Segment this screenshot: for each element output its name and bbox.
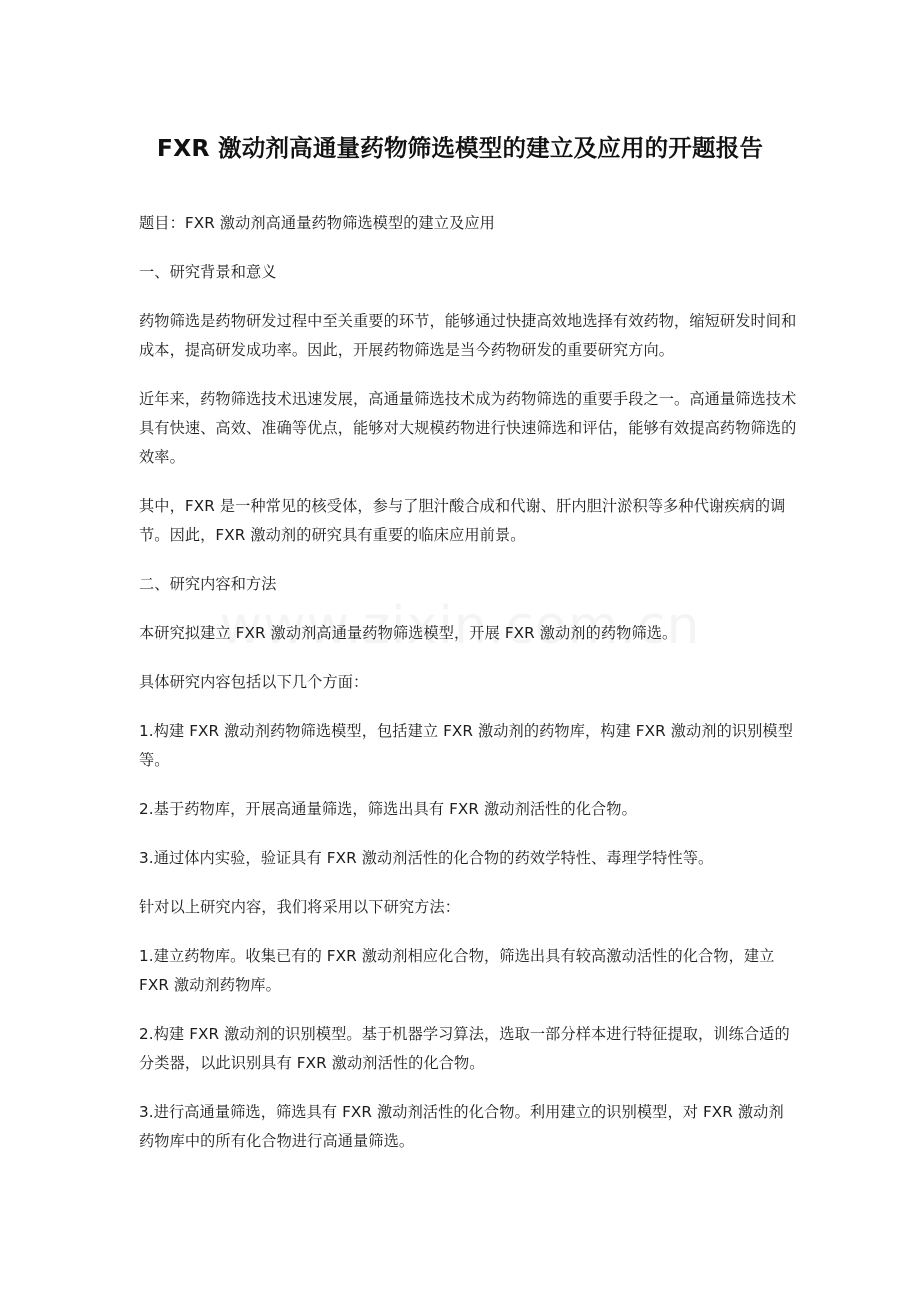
paragraph: 本研究拟建立 FXR 激动剂高通量药物筛选模型，开展 FXR 激动剂的药物筛选。	[139, 624, 678, 642]
list-item: 2.基于药物库，开展高通量筛选，筛选出具有 FXR 激动剂活性的化合物。	[139, 800, 637, 818]
paragraph: 其中，FXR 是一种常见的核受体，参与了胆汁酸合成和代谢、肝内胆汁淤积等多种代谢疾病的调节。因此，FXR 激动剂的研究具有重要的临床应用前景。	[139, 497, 786, 544]
paragraph: 具体研究内容包括以下几个方面：	[139, 673, 369, 691]
list-item: 2.构建 FXR 激动剂的识别模型。基于机器学习算法，选取一部分样本进行特征提取，训练合适的分类器，以此识别具有 FXR 激动剂活性的化合物。	[139, 1025, 790, 1072]
list-item: 3.通过体内实验，验证具有 FXR 激动剂活性的化合物的药效学特性、毒理学特性等。	[139, 849, 714, 867]
section-heading-content-methods: 二、研究内容和方法	[139, 575, 277, 593]
paragraph: 针对以上研究内容，我们将采用以下研究方法：	[139, 898, 461, 916]
section-heading-background: 一、研究背景和意义	[139, 263, 277, 281]
paragraph: 药物筛选是药物研发过程中至关重要的环节，能够通过快捷高效地选择有效药物，缩短研发时间和成本，提高研发成功率。因此，开展药物筛选是当今药物研发的重要研究方向。	[139, 312, 797, 359]
list-item: 1.构建 FXR 激动剂药物筛选模型，包括建立 FXR 激动剂的药物库，构建 FXR 激动剂的识别模型等。	[139, 722, 794, 769]
document-title: FXR 激动剂高通量药物筛选模型的建立及应用的开题报告	[156, 134, 764, 162]
topic-line: 题目：FXR 激动剂高通量药物筛选模型的建立及应用	[139, 214, 495, 232]
document-body	[139, 209, 799, 1176]
list-item: 1.建立药物库。收集已有的 FXR 激动剂相应化合物，筛选出具有较高激动活性的化合物，建立 FXR 激动剂药物库。	[139, 947, 775, 994]
list-item: 3.进行高通量筛选，筛选具有 FXR 激动剂活性的化合物。利用建立的识别模型，对 FXR 激动剂药物库中的所有化合物进行高通量筛选。	[139, 1103, 784, 1150]
paragraph: 近年来，药物筛选技术迅速发展，高通量筛选技术成为药物筛选的重要手段之一。高通量筛选技术具有快速、高效、准确等优点，能够对大规模药物进行快速筛选和评估，能够有效提高药物筛选的效率。	[139, 390, 797, 466]
